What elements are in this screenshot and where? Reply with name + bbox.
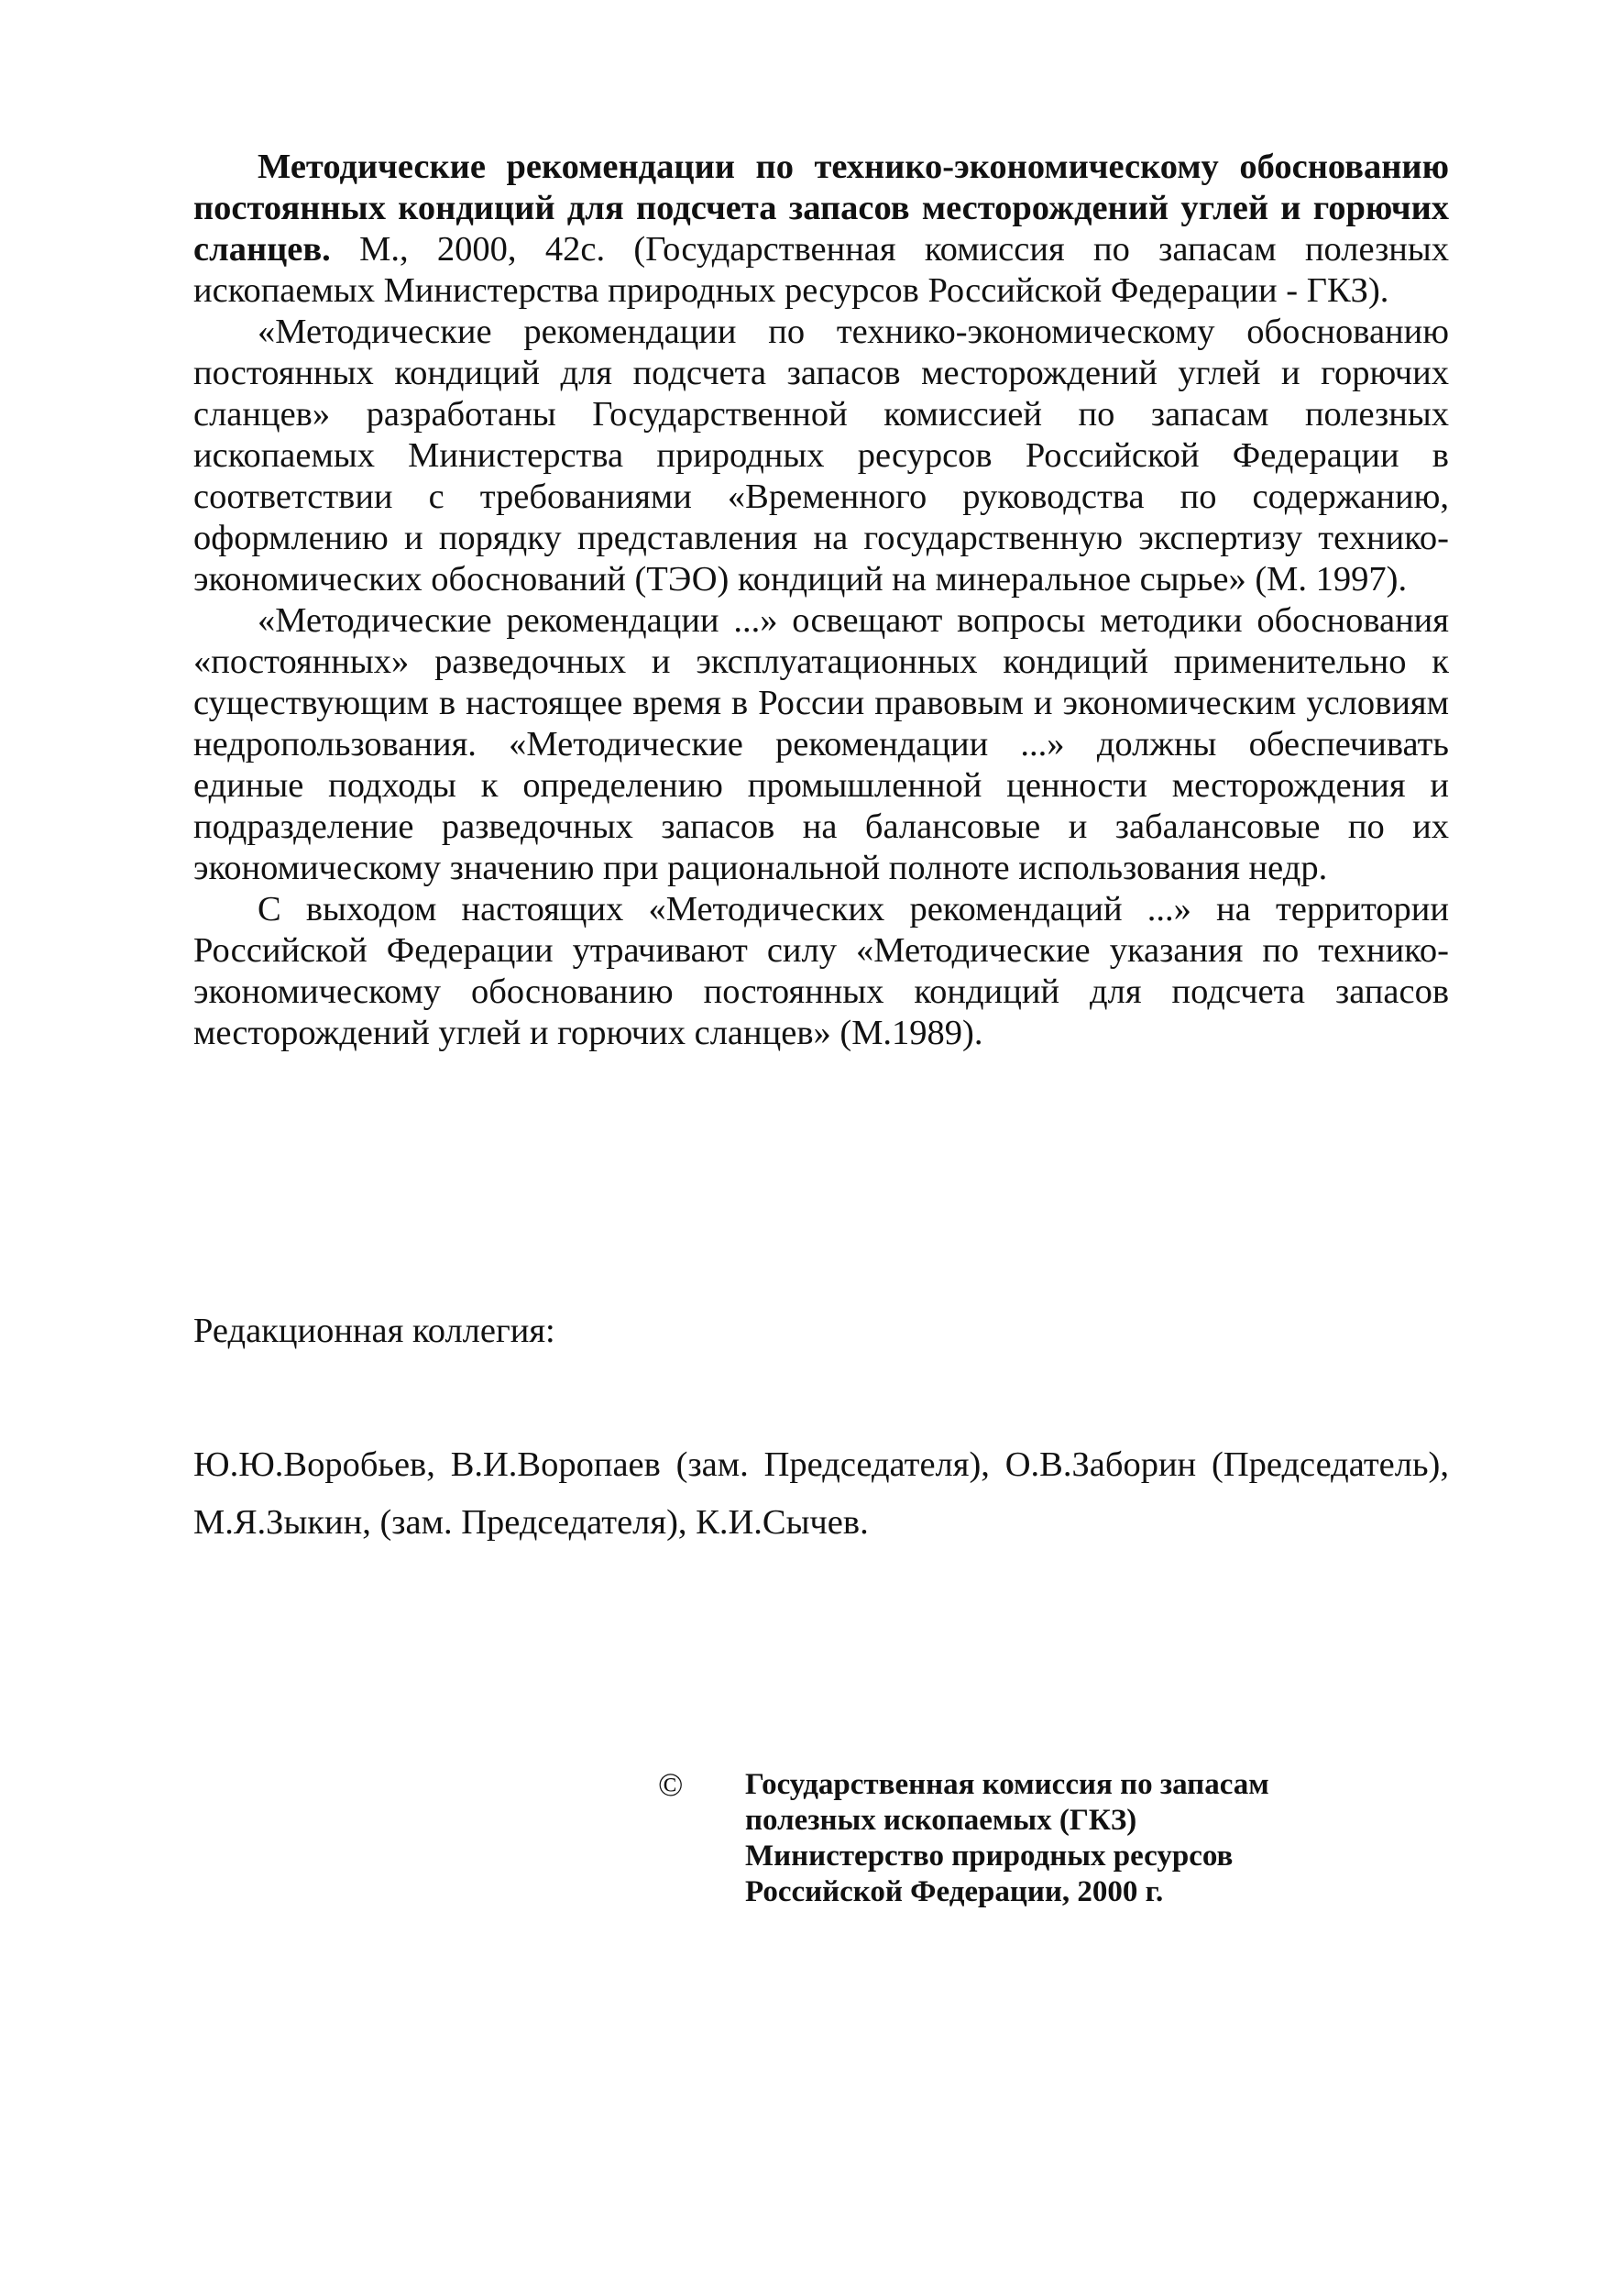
- publication-citation: М., 2000, 42с. (Государственная комиссия по запасам полезных ископаемых Министерства природных ресурсов Российской Федерации - ГКЗ).: [193, 230, 1449, 310]
- document-title: Методические рекомендации по технико-экономическому обоснованию постоянных кондиций для подсчета запасов месторождений углей и горючих сланцев.: [193, 148, 1449, 269]
- description-paragraph-1: «Методические рекомендации по технико-экономическому обоснованию постоянных кондиций для подсчета запасов месторождений углей и горючих сланцев» разработаны Государственной комиссией по запасам полезных ископаемых Министерства природных ресурсов Российской Федерации в соответствии с требованиями «Временного руководства по содержанию, оформлению и порядку представления на государственную экспертизу технико-экономических обоснований (ТЭО) кондиций на минеральное сырье» (М. 1997).: [193, 313, 1449, 599]
- copyright-line: Государственная комиссия по запасам: [745, 1768, 1269, 1801]
- copyright-line: Министерство природных ресурсов: [745, 1840, 1234, 1873]
- description-paragraph-2: «Методические рекомендации ...» освещают вопросы методики обоснования «постоянных» разведочных и эксплуатационных кондиций применительно к существующим в настоящее время в России правовым и экономическим условиям недропользования. «Методические рекомендации ...» должны обеспечивать единые подходы к определению промышленной ценности месторождения и подразделение разведочных запасов на балансовые и забалансовые по их экономическому значению при рациональной полноте использования недр.: [193, 601, 1449, 887]
- copyright-symbol: ©: [658, 1766, 684, 1803]
- editorial-board-label: Редакционная коллегия:: [193, 1312, 555, 1350]
- editorial-board: [193, 1311, 1449, 1552]
- copyright-line: Российской Федерации, 2000 г.: [745, 1875, 1164, 1908]
- editorial-board-members: Ю.Ю.Воробьев, В.И.Воропаев (зам. Председателя), О.В.Заборин (Председатель), М.Я.Зыкин, (зам. Председателя), К.И.Сычев.: [193, 1445, 1449, 1542]
- abstract-block: [193, 147, 1449, 1054]
- description-paragraph-3: С выходом настоящих «Методических рекомендаций ...» на территории Российской Федерации утрачивают силу «Методические указания по технико-экономическому обоснованию постоянных кондиций для подсчета запасов месторождений углей и горючих сланцев» (М.1989).: [193, 890, 1449, 1052]
- abstract-paragraph: [193, 147, 1449, 312]
- copyright-line: полезных ископаемых (ГКЗ): [745, 1804, 1137, 1837]
- copyright-holder: [745, 1767, 1269, 1910]
